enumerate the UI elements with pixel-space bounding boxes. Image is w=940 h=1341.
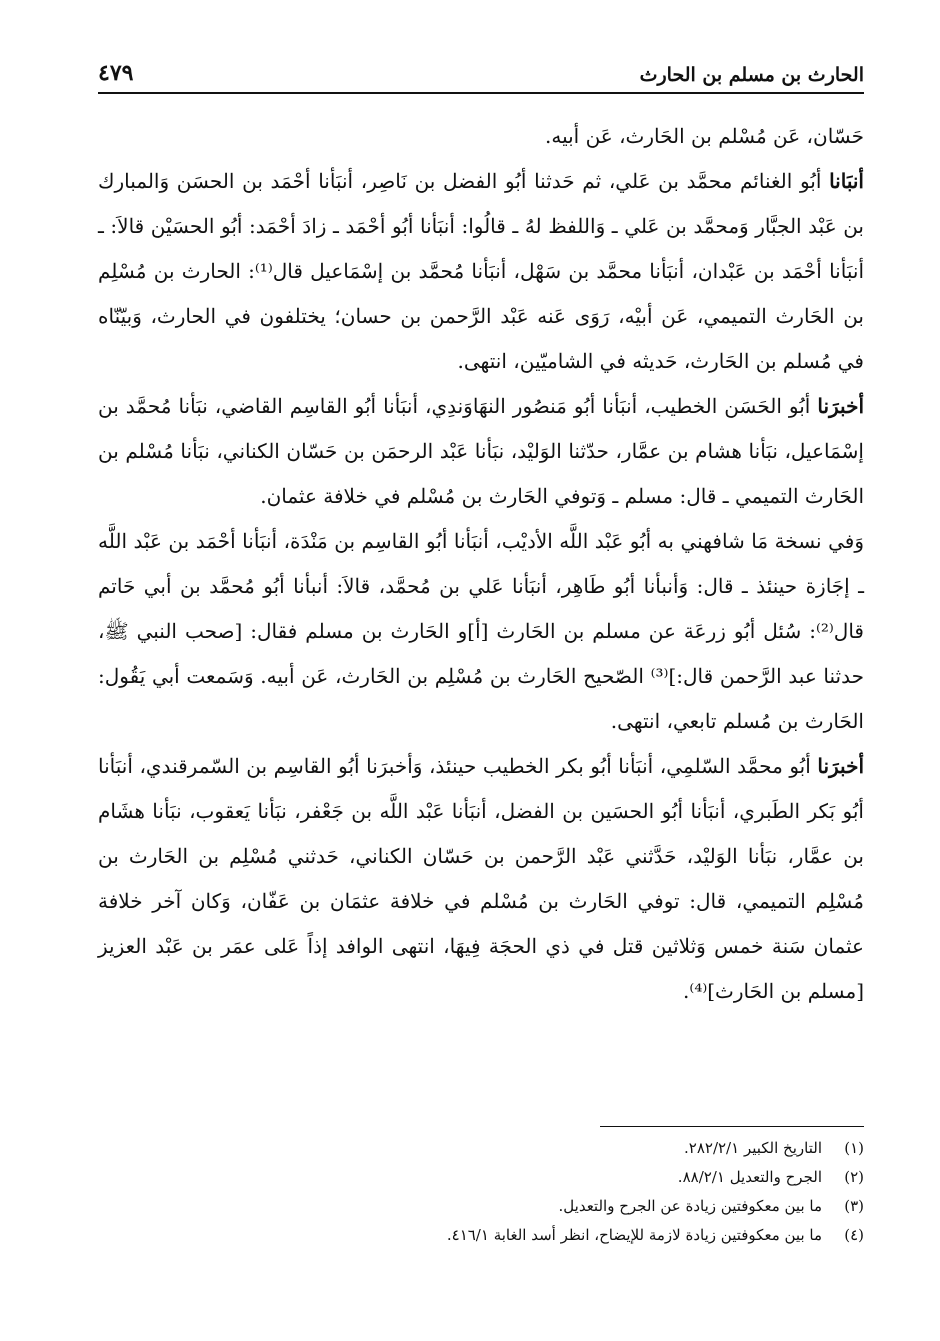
paragraph: [98, 519, 864, 744]
footnotes: [98, 1134, 864, 1250]
paragraph: [98, 114, 864, 159]
footnote-item: [98, 1163, 864, 1192]
footnote-text: ما بين معكوفتين زيادة لازمة للإيضاح، انظر أسد الغابة ٤١٦/١.: [446, 1226, 822, 1244]
paragraph: [98, 744, 864, 1014]
footnote-number: (١): [844, 1139, 864, 1157]
paragraph: [98, 384, 864, 519]
main-text: [98, 114, 864, 1014]
page-number: ٤٧٩: [98, 60, 134, 86]
footnote-item: [98, 1134, 864, 1163]
footnote-number: (٢): [844, 1168, 864, 1186]
paragraph-lead-word: أخبرَنا: [817, 394, 864, 418]
paragraph-text: أبُو محمَّد السّلمِي، أنبَأنا أبُو بكر الخطيب حينئذ، وَأخبرَنا أبُو القاسِم بن السّمرقندي، أنبَأنا أبُو بَكر الطَبري، أنبَأنا أبُو الحسَين بن الفضل، أنبَأنا عَبْد اللَّه بن جَعْفر، نبَأنا يَعقوب، نبَأنا هشَام بن عمَّار، نبَأنا الوَليْد، حَدَّثني عَبْد الرَّحمن بن حَسّان الكناني، حَدثني مُسْلِم بن الحَارث بن مُسْلِم التميمي، قال: توفي الحَارث بن مُسْلم في خلافة عثمَان بن عَفّان، وَكان آخر خلافة عثمان سَنة خمس وَثلاثين قتل في ذي الحجَة فِيهَا، انتهى الوافد إذاً عَلى عمَر بن عَبْد العزيز [مسلم بن الحَارث]⁽⁴⁾.: [98, 754, 864, 1003]
footnote-divider: [600, 1126, 864, 1127]
footnote-number: (٤): [844, 1226, 864, 1244]
running-title: الحارث بن مسلم بن الحارث: [639, 64, 864, 86]
paragraph-text: وَفي نسخة مَا شافهني به أبُو عَبْد اللَّه الأديْب، أنبَأنا أبُو القاسِم بن مَنْدَة، أنبَأنا أحْمَد بن عَبْد اللَّه ـ إجَازة حينئذ ـ قال: وَأنبأنا أبُو طَاهِر، أنبَأنا عَلي بن مُحمَّد، قالاَ: أنبأنا أبُو مُحمَّد بن أبي حَاتم قال⁽²⁾: سُئل أبُو زرعَة عن مسلم بن الحَارث [أ]و الحَارث بن مسلم فقال: [صحب النبي ﷺ، حدثنا عبد الرَّحمن قال:]⁽³⁾ الصّحيح الحَارث بن مُسْلِم بن الحَارث، عَن أبيه. وَسَمعت أبي يَقُول: الحَارث بن مُسلم تابعي، انتهى.: [98, 529, 864, 733]
footnote-number: (٣): [844, 1197, 864, 1215]
page-header: [98, 50, 864, 94]
paragraph-lead-word: أخبرَنا: [817, 754, 864, 778]
paragraph-text: حَسّان، عَن مُسْلم بن الحَارث، عَن أبيه.: [544, 124, 864, 148]
footnote-text: الجرح والتعديل ٨٨/٢/١.: [677, 1168, 822, 1186]
footnote-item: [98, 1221, 864, 1250]
paragraph-text: أبُو الحَسَن الخطيب، أنبَأنا أبُو مَنصُور النهَاوَندِي، أنبَأنا أبُو القاسِم القاضي، نبَأنا مُحمَّد بن إسْمَاعيل، نبَأنا هشام بن عمَّار، حدّثنا الوَليْد، نبَأنا عَبْد الرحمَن بن حَسّان الكناني، نبَأنا مُسْلم بن الحَارث التميمي ـ قال: مسلم ـ وَتوفي الحَارث بن مُسْلم في خلافة عثمان.: [98, 394, 864, 508]
footnote-text: التاريخ الكبير ٢٨٢/٢/١.: [684, 1139, 822, 1157]
paragraph: [98, 159, 864, 384]
paragraph-lead-word: أنبَانا: [829, 169, 864, 193]
footnote-text: ما بين معكوفتين زيادة عن الجرح والتعديل.: [558, 1197, 822, 1215]
footnote-item: [98, 1192, 864, 1221]
paragraph-text: أبُو الغنائم محمَّد بن عَلي، ثم حَدثنا أبُو الفضل بن نَاصِر، أنبَأنا أحْمَد بن الحسَن وَالمبارك بن عَبْد الجبَّار وَمحمَّد بن عَلي ـ وَاللفظ لهُ ـ قالُوا: أنبَأنا أبُو أحْمَد ـ زادَ أحْمَد: أبُو الحسَيْن قالاَ: ـ أنبَأنا أحْمَد بن عَبْدان، أنبَأنا محمَّد بن سَهْل، أنبَأنا مُحمَّد بن إسْمَاعيل قال⁽¹⁾: الحارث بن مُسْلِم بن الحَارث التميمي، عَن أبيْه، رَوَى عَنه عَبْد الرَّحمن بن حسان؛ يختلفون في الحارث، وَبيّنّاه في مُسلم بن الحَارث، حَديثه في الشاميّين، انتهى.: [98, 169, 864, 373]
